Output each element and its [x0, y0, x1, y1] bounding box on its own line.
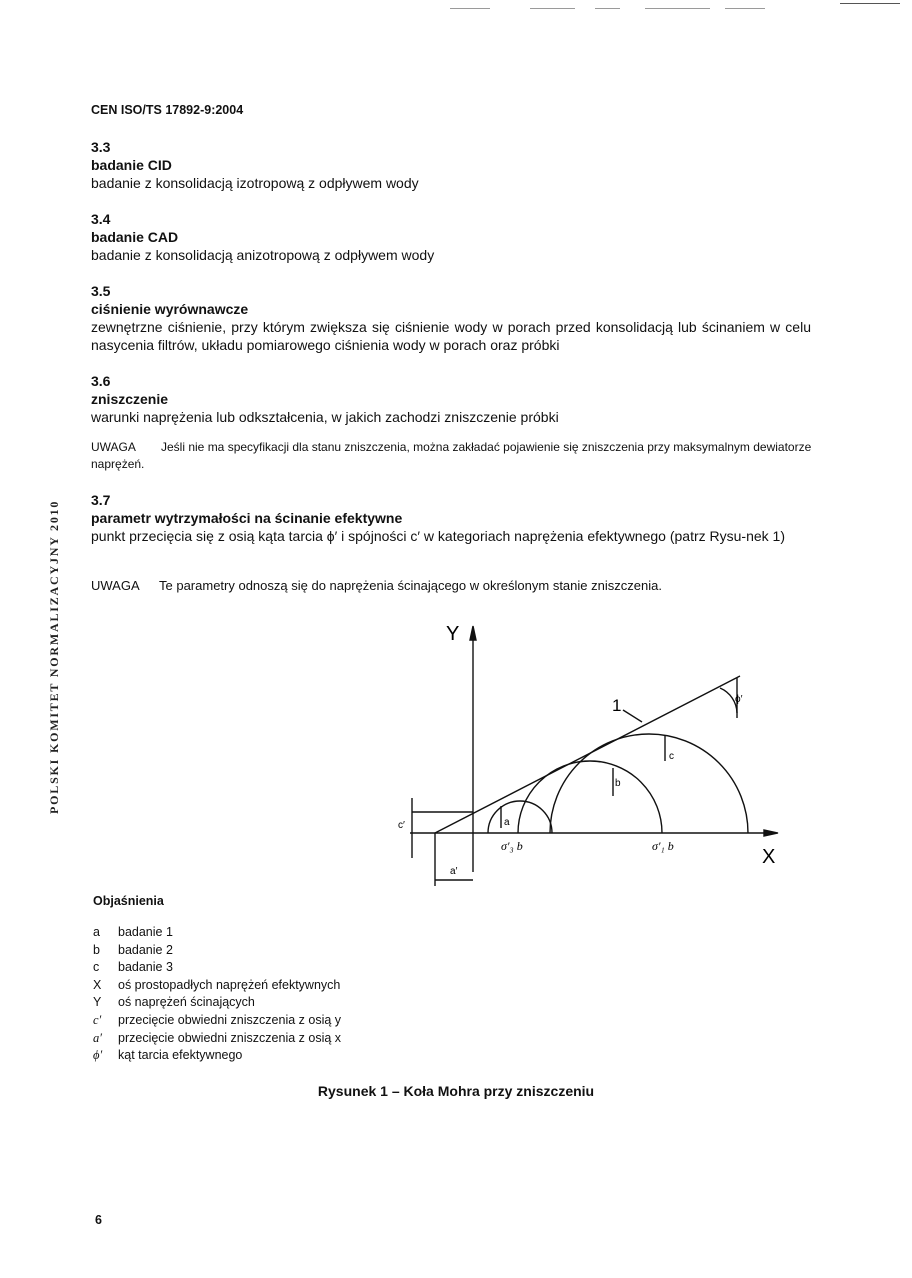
section-term: ciśnienie wyrównawcze	[91, 301, 249, 317]
legend-item	[93, 977, 341, 995]
legend-item	[93, 1012, 341, 1030]
x-axis-arrow	[764, 830, 778, 836]
mohr-circle-c	[550, 734, 748, 833]
note-text: Te parametry odnoszą się do naprężenia ścinającego w określonym stanie zniszczenia.	[159, 578, 662, 593]
page-number: 6	[95, 1213, 102, 1227]
label-c-prime: c′	[398, 820, 405, 831]
y-axis-arrow	[470, 626, 476, 640]
section-term: badanie CID	[91, 157, 172, 173]
section-number: 3.3	[91, 139, 111, 155]
scan-line	[725, 8, 765, 9]
note-1	[91, 439, 813, 473]
section-3-5	[91, 282, 811, 354]
section-number: 3.7	[91, 492, 111, 508]
section-3-6	[91, 372, 811, 426]
note-text: Jeśli nie ma specyfikacji dla stanu zniszczenia, można zakładać pojawienie się zniszczenia przy maksymalnym dewiatorze naprężeń.	[91, 440, 812, 471]
x-axis-label: X	[762, 846, 776, 868]
legend-item	[93, 1047, 341, 1065]
scan-line	[530, 8, 575, 9]
scan-line	[840, 3, 900, 4]
section-term: parametr wytrzymałości na ścinanie efektywne	[91, 510, 403, 526]
section-term: zniszczenie	[91, 391, 169, 407]
label-a-prime: a′	[450, 866, 458, 877]
legend-key: Y	[93, 995, 102, 1010]
figure-caption: Rysunek 1 – Koła Mohra przy zniszczeniu	[317, 1083, 595, 1099]
section-definition: warunki naprężenia lub odkształcenia, w jakich zachodzi zniszczenie próbki	[91, 409, 559, 425]
legend-item	[93, 924, 341, 942]
legend-text: oś naprężeń ścinających	[118, 995, 255, 1010]
legend-text: badanie 3	[118, 960, 173, 975]
legend-key: X	[93, 977, 102, 992]
legend-text: badanie 1	[118, 925, 173, 939]
section-number: 3.4	[91, 211, 111, 227]
legend-title: Objaśnienia	[93, 894, 164, 908]
legend-text: badanie 2	[118, 942, 173, 957]
label-phi: ϕ′	[735, 694, 743, 705]
label-a: a	[504, 817, 510, 828]
sidebar-watermark: POLSKI KOMITET NORMALIZACYJNY 2010	[47, 499, 61, 814]
legend-key: ϕ′	[93, 1048, 103, 1063]
section-number: 3.6	[91, 373, 111, 389]
label-sigma1: σ′₁ b	[652, 839, 674, 853]
section-definition: badanie z konsolidacją anizotropową z odpływem wody	[91, 247, 435, 263]
label-1: 1	[612, 696, 622, 715]
section-number: 3.5	[91, 283, 111, 299]
legend-key: a	[93, 925, 100, 939]
section-3-3	[91, 138, 811, 192]
legend-text: kąt tarcia efektywnego	[118, 1048, 243, 1063]
note-label: UWAGA	[91, 440, 136, 454]
legend-text: przecięcie obwiedni zniszczenia z osią y	[118, 1012, 342, 1027]
section-3-4	[91, 210, 811, 264]
legend-key: b	[93, 942, 100, 957]
mohr-circle-b	[518, 761, 662, 833]
y-axis-label: Y	[446, 623, 460, 645]
legend-key: a′	[93, 1030, 102, 1045]
section-3-7	[91, 491, 811, 545]
failure-envelope	[435, 676, 740, 833]
scan-line	[450, 8, 490, 9]
legend-text: oś prostopadłych naprężeń efektywnych	[118, 977, 341, 992]
legend-key: c′	[93, 1012, 102, 1027]
legend-key: c	[93, 960, 100, 975]
label-c: c	[669, 751, 674, 762]
legend-item	[93, 959, 341, 977]
figure-labels	[398, 623, 775, 877]
note-2	[91, 577, 813, 594]
mohr-circles-figure	[390, 618, 800, 888]
document-id: CEN ISO/TS 17892-9:2004	[91, 103, 244, 117]
section-definition: badanie z konsolidacją izotropową z odpływem wody	[91, 175, 419, 191]
scan-line	[645, 8, 710, 9]
legend-item	[93, 1030, 341, 1048]
legend-text: przecięcie obwiedni zniszczenia z osią x	[118, 1030, 342, 1045]
legend-list	[93, 924, 341, 1065]
section-definition: punkt przecięcia się z osią kąta tarcia ϕ′ i spójności c′ w kategoriach naprężenia efektywnego (patrz Rysu-nek 1)	[91, 528, 785, 544]
scan-line	[595, 8, 620, 9]
leader-1	[623, 710, 642, 722]
section-definition: zewnętrzne ciśnienie, przy którym zwiększa się ciśnienie wody w porach przed konsolidacją lub ścinaniem w celu nasycenia filtrów, układu pomiarowego ciśnienia wody w porach oraz próbki	[91, 319, 811, 353]
section-term: badanie CAD	[91, 229, 179, 245]
label-b: b	[615, 778, 621, 789]
legend-item	[93, 994, 341, 1012]
legend-item	[93, 942, 341, 960]
label-sigma3: σ′₃ b	[501, 839, 523, 853]
note-label: UWAGA	[91, 578, 140, 593]
